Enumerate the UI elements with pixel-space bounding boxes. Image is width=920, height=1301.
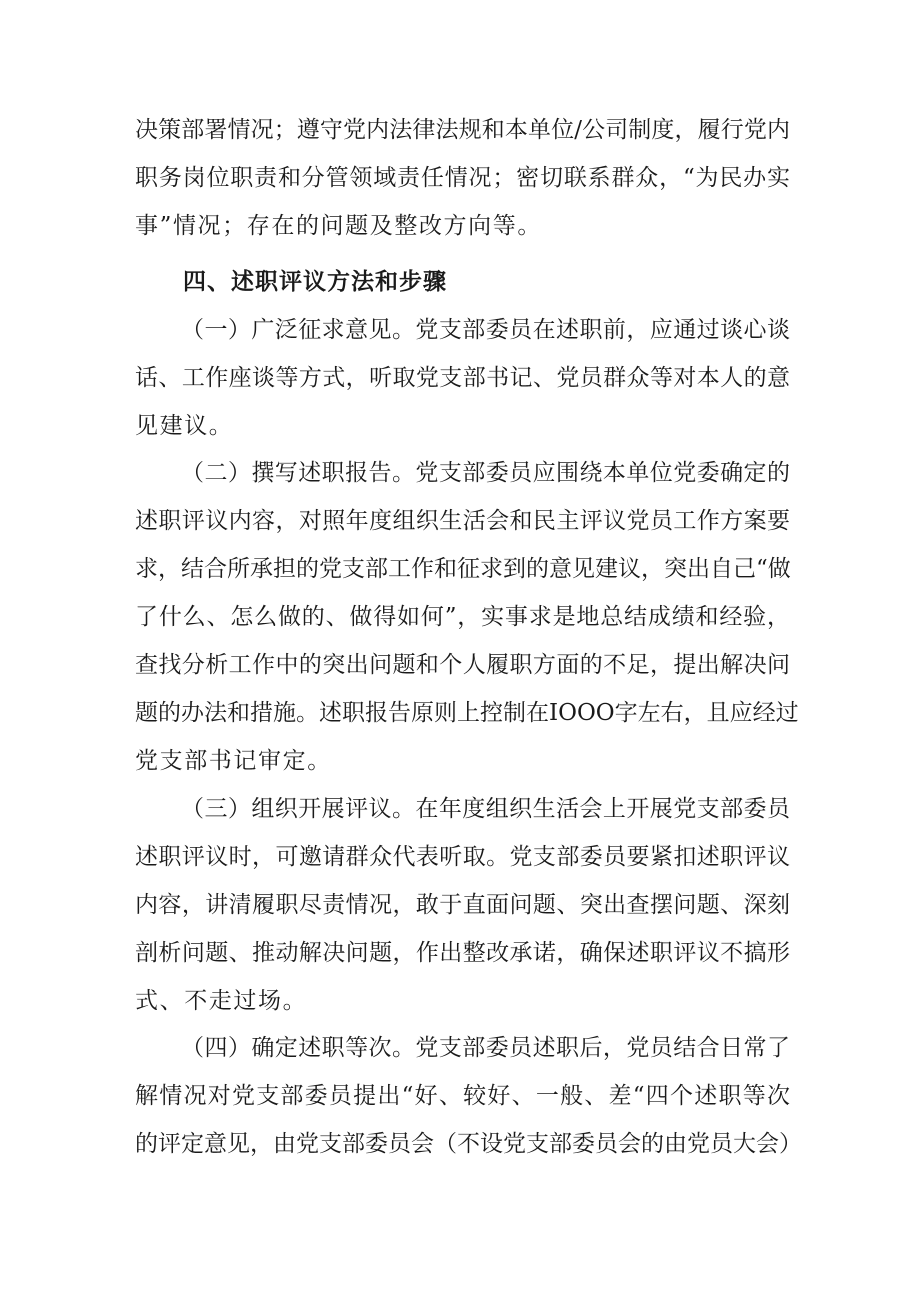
text-line: 题的办法和措施。述职报告原则上控制在IOOO字左右，且应经过 <box>135 700 799 726</box>
text-line: 求，结合所承担的党支部工作和征求到的意见建议，突出自己“做 <box>135 556 791 582</box>
paragraph-write-report <box>135 449 799 785</box>
section-heading: 四、述职评议方法和步骤 <box>183 269 447 295</box>
text-line: 述职评议内容，对照年度组织生活会和民主评议党员工作方案要 <box>135 508 790 534</box>
text-line: 的评定意见，由党支部委员会（不设党支部委员会的由党员大会） <box>135 1131 802 1157</box>
text-line: （四）确定述职等次。党支部委员述职后，党员结合日常了 <box>181 1035 790 1061</box>
text-line: （三）组织开展评议。在年度组织生活会上开展党支部委员 <box>181 796 790 822</box>
text-line: 见建议。 <box>135 413 234 439</box>
text-line: 党支部书记审定。 <box>135 748 332 774</box>
intro-paragraph <box>135 106 790 250</box>
text-line: 职务岗位职责和分管领域责任情况；密切联系群众，“为民办实 <box>135 165 790 191</box>
text-line: 事”情况；存在的问题及整改方向等。 <box>135 213 542 239</box>
text-line: 决策部署情况；遵守党内法律法规和本单位/公司制度，履行党内 <box>135 117 790 143</box>
text-line: 了什么、怎么做的、做得如何”，实事求是地总结成绩和经验， <box>135 604 790 630</box>
paragraph-conduct-review <box>135 785 790 1025</box>
text-line: 述职评议时，可邀请群众代表听取。党支部委员要紧扣述职评议 <box>135 844 790 870</box>
text-line: 式、不走过场。 <box>135 988 308 1014</box>
text-line: （二）撰写述职报告。党支部委员应围绕本单位党委确定的 <box>181 460 790 486</box>
paragraph-determine-grade <box>135 1024 802 1168</box>
text-line: 内容，讲清履职尽责情况，敢于直面问题、突出查摆问题、深刻 <box>135 892 790 918</box>
text-line: 解情况对党支部委员提出“好、较好、一般、差“四个述职等次 <box>135 1083 790 1109</box>
text-line: 话、工作座谈等方式，听取党支部书记、党员群众等对本人的意 <box>135 365 790 391</box>
text-line: 查找分析工作中的突出问题和个人履职方面的不足，提出解决问 <box>135 652 790 678</box>
text-line: （一）广泛征求意见。党支部委员在述职前，应通过谈心谈 <box>181 317 790 343</box>
paragraph-collect-opinions <box>135 306 790 450</box>
text-line: 剖析问题、推动解决问题，作出整改承诺，确保述职评议不搞形 <box>135 940 790 966</box>
